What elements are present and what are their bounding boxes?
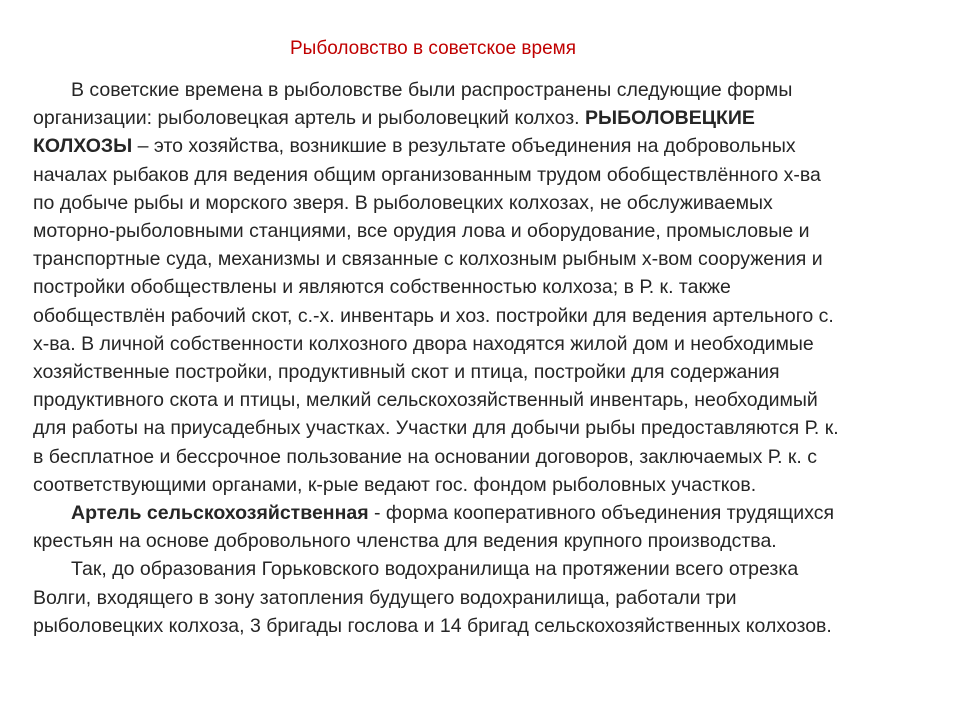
text-line — [33, 612, 933, 640]
text-run: рыболовецких колхоза, 3 бригады гослова и 14 бригад сельскохозяйственных колхозов. — [33, 614, 832, 637]
text-run: моторно-рыболовными станциями, все орудия лова и оборудование, промысловые и — [33, 220, 810, 243]
text-line — [33, 555, 933, 583]
text-run: организации: рыболовецкая артель и рыболовецкий колхоз. — [33, 107, 585, 130]
text-run: соответствующими органами, к-рые ведают гос. фондом рыболовных участков. — [33, 473, 757, 496]
text-run: Так, до образования Горьковского водохранилища на протяжении всего отрезка — [71, 558, 799, 581]
text-line — [33, 302, 933, 330]
text-line — [33, 189, 933, 217]
paragraph — [33, 76, 933, 499]
bold-term: Артель сельскохозяйственная — [71, 502, 369, 525]
text-line — [33, 76, 933, 104]
text-run: постройки обобществлены и являются собственностью колхоза; в Р. к. также — [33, 276, 731, 299]
text-line — [33, 104, 933, 132]
text-line — [33, 443, 933, 471]
text-line — [33, 358, 933, 386]
text-run: началах рыбаков для ведения общим организованным трудом обобществлённого х-ва — [33, 163, 821, 186]
slide-body-text — [33, 76, 933, 640]
text-line — [33, 273, 933, 301]
bold-term: КОЛХОЗЫ — [33, 135, 133, 158]
text-line — [33, 386, 933, 414]
text-line — [33, 161, 933, 189]
text-run: транспортные суда, механизмы и связанные с колхозным рыбным х-вом сооружения и — [33, 248, 823, 271]
slide-title: Рыболовство в советское время — [289, 38, 576, 59]
bold-term: РЫБОЛОВЕЦКИЕ — [584, 107, 755, 130]
text-run: В советские времена в рыболовстве были распространены следующие формы — [71, 79, 793, 101]
text-run: – это хозяйства, возникшие в результате объединения на добровольных — [132, 135, 796, 158]
text-line — [33, 584, 933, 612]
text-run: по добыче рыбы и морского зверя. В рыболовецких колхозах, не обслуживаемых — [33, 191, 773, 214]
paragraph — [33, 499, 933, 555]
text-run: - форма кооперативного объединения трудящихся — [368, 502, 835, 525]
text-run: обобществлён рабочий скот, с.-х. инвентарь и хоз. постройки для ведения артельного с. — [33, 304, 834, 327]
text-run: Волги, входящего в зону затопления будущего водохранилища, работали три — [33, 586, 737, 609]
text-line — [33, 330, 933, 358]
text-line — [33, 132, 933, 160]
text-run: в бесплатное и бессрочное пользование на основании договоров, заключаемых Р. к. с — [33, 445, 818, 468]
text-line — [33, 471, 933, 499]
text-line — [33, 217, 933, 245]
text-line — [33, 245, 933, 273]
text-line — [33, 414, 933, 442]
paragraph — [33, 555, 933, 640]
text-run: продуктивного скота и птицы, мелкий сельскохозяйственный инвентарь, необходимый — [33, 389, 818, 412]
text-line — [33, 527, 933, 555]
text-line — [33, 499, 933, 527]
text-run: для работы на приусадебных участках. Участки для добычи рыбы предоставляются Р. к. — [33, 417, 839, 440]
text-run: крестьян на основе добровольного членства для ведения крупного производства. — [33, 530, 777, 553]
text-run: х-ва. В личной собственности колхозного двора находятся жилой дом и необходимые — [33, 332, 814, 355]
text-run: хозяйственные постройки, продуктивный скот и птица, постройки для содержания — [33, 361, 780, 384]
